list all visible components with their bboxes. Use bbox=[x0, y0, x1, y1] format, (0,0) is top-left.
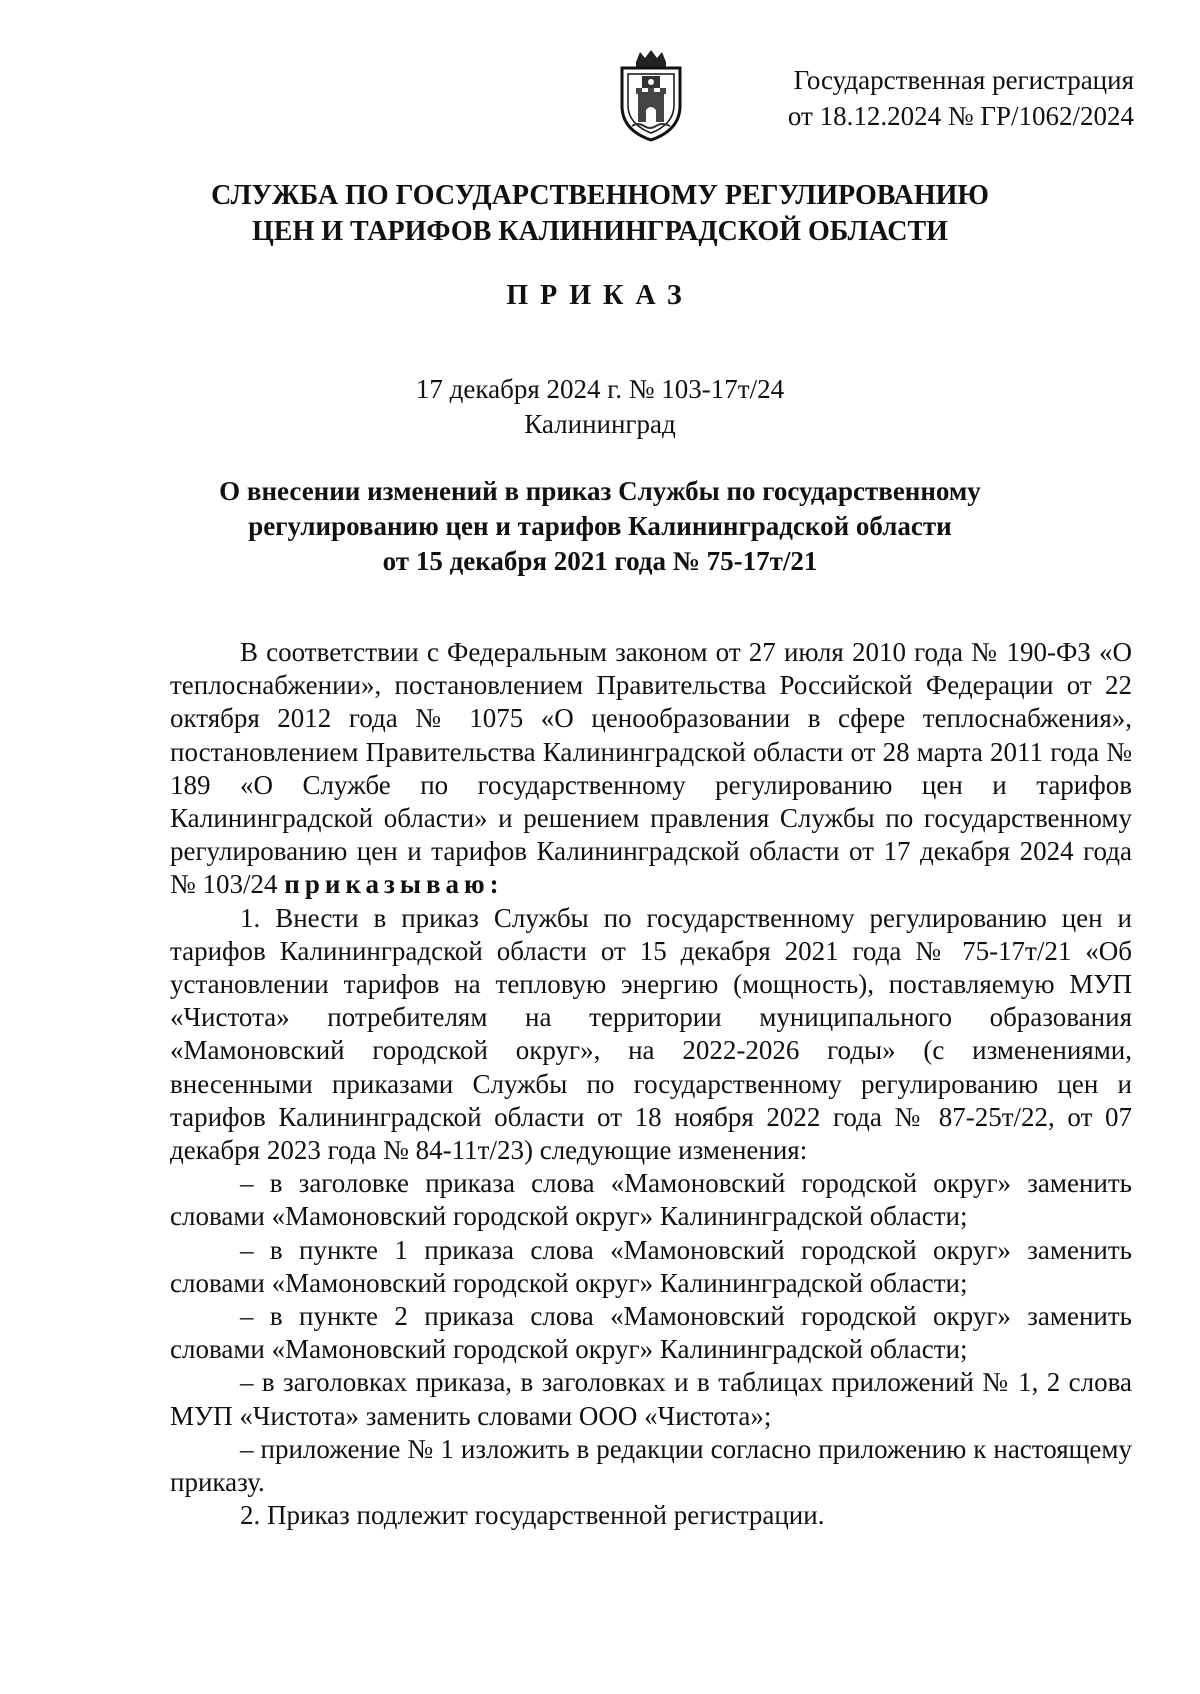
change-text: приложение № 1 изложить в редакции согласно приложению к настоящему приказу. bbox=[170, 1433, 1133, 1498]
agency-name-line-2: ЦЕН И ТАРИФОВ КАЛИНИНГРАДСКОЙ ОБЛАСТИ bbox=[252, 216, 948, 247]
registration-line-2: от 18.12.2024 № ГР/1062/2024 bbox=[787, 101, 1134, 131]
registration-stamp bbox=[788, 62, 1134, 134]
order-subject-line-2: регулированию цен и тарифов Калининградской области bbox=[248, 511, 952, 541]
order-subject-line-1: О внесении изменений в приказ Службы по государственному bbox=[219, 476, 981, 506]
change-text: в заголовке приказа слова «Мамоновский городской округ» заменить словами «Мамоновский городской округ» Калининградской области; bbox=[170, 1168, 1132, 1232]
dash-marker: – bbox=[240, 1301, 254, 1332]
change-text: в пункте 2 приказа слова «Мамоновский городской округ» заменить словами «Мамоновский городской округ» Калининградской области; bbox=[170, 1301, 1132, 1365]
dash-marker: – bbox=[240, 1168, 254, 1199]
dash-marker: – bbox=[240, 1234, 254, 1265]
agency-name bbox=[0, 178, 1200, 250]
change-text: в заголовках приказа, в заголовках и в таблицах приложений № 1, 2 слова МУП «Чистота» заменить словами ООО «Чистота»; bbox=[170, 1367, 1132, 1431]
order-subject bbox=[0, 474, 1200, 579]
preamble-paragraph bbox=[170, 636, 1132, 902]
item-1-paragraph bbox=[170, 902, 1132, 1168]
order-date-number: 17 декабря 2024 г. № 103-17т/24 bbox=[415, 374, 785, 404]
document-type-heading: ПРИКАЗ bbox=[506, 280, 694, 311]
preamble-text: В соответствии с Федеральным законом от 27 июля 2010 года № 190-ФЗ «О теплоснабжении», постановлением Правительства Российской Федерации от 22 октября 2012 года № 1075 «О ценообразовании в сфере теплоснабжения», постановлением Правительства Калининградской области от 28 марта 2011 года № 189 «О Службе по государственному регулированию цен и тарифов Калининградской области» и решением правления Службы по государственному регулированию цен и тарифов Калининградской области от 17 декабря 2024 года № 103/24 bbox=[170, 637, 1132, 900]
change-item bbox=[170, 1433, 1132, 1499]
item-1-number: 1. bbox=[240, 902, 261, 933]
item-2-text: Приказ подлежит государственной регистрации. bbox=[267, 1500, 825, 1531]
dash-marker: – bbox=[240, 1367, 254, 1398]
order-body bbox=[170, 636, 1132, 1532]
item-2-paragraph bbox=[170, 1499, 1132, 1532]
change-item bbox=[170, 1300, 1132, 1366]
change-item bbox=[170, 1366, 1132, 1432]
decree-word: приказываю: bbox=[284, 869, 504, 900]
kaliningrad-coat-of-arms-icon bbox=[614, 48, 688, 142]
order-details bbox=[0, 372, 1200, 442]
order-city: Калининград bbox=[524, 409, 676, 439]
change-item bbox=[170, 1234, 1132, 1300]
order-subject-line-3: от 15 декабря 2021 года № 75-17т/21 bbox=[382, 546, 818, 576]
registration-line-1: Государственная регистрация bbox=[793, 65, 1134, 95]
dash-marker: – bbox=[240, 1433, 254, 1464]
agency-name-line-1: СЛУЖБА ПО ГОСУДАРСТВЕННОМУ РЕГУЛИРОВАНИЮ bbox=[211, 180, 989, 211]
change-text: в пункте 1 приказа слова «Мамоновский городской округ» заменить словами «Мамоновский городской округ» Калининградской области; bbox=[170, 1234, 1132, 1298]
item-1-text: Внести в приказ Службы по государственному регулированию цен и тарифов Калининградской области от 15 декабря 2021 года № 75-17т/21 «Об установлении тарифов на тепловую энергию (мощность), поставляемую МУП «Чистота» потребителям на территории муниципального образования «Мамоновский городской округ», на 2022-2026 годы» (с изменениями, внесенными приказами Службы по государственному регулированию цен и тарифов Калининградской области от 18 ноября 2022 года № 87-25т/22, от 07 декабря 2023 года № 84-11т/23) следующие изменения: bbox=[170, 902, 1132, 1166]
change-item bbox=[170, 1167, 1132, 1233]
item-2-number: 2. bbox=[240, 1500, 261, 1531]
